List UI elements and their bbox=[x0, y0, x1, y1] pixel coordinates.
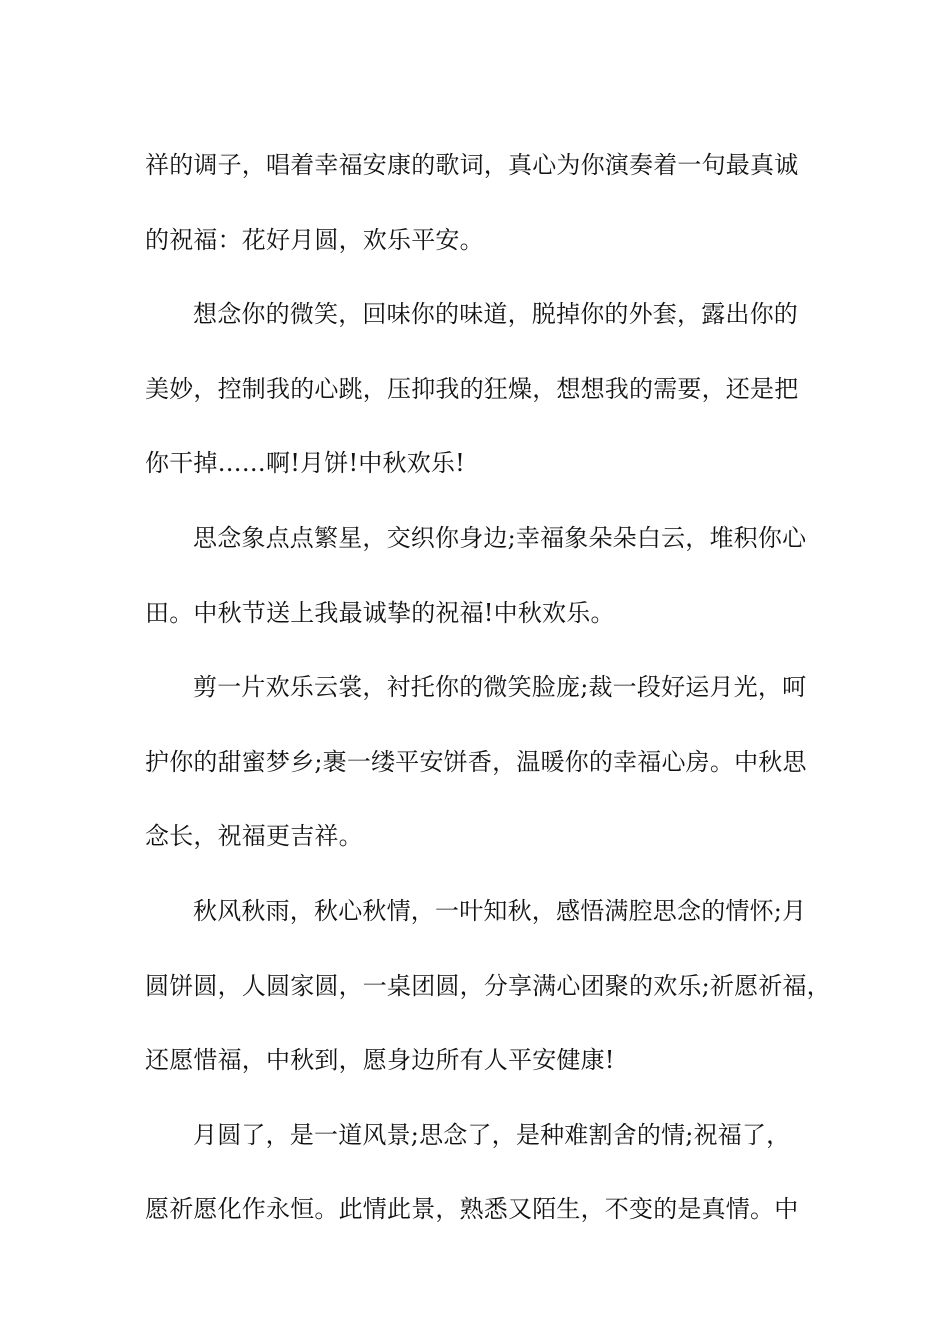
text-line-9: 护你的甜蜜梦乡;裹一缕平安饼香，温暖你的幸福心房。中秋思 bbox=[145, 747, 807, 776]
text-line-1: 祥的调子，唱着幸福安康的歌词，真心为你演奏着一句最真诚 bbox=[145, 151, 799, 179]
text-line-8: 剪一片欢乐云裳，衬托你的微笑脸庞;裁一段好运月光，呵 bbox=[193, 673, 807, 702]
text-line-2: 的祝福：花好月圆，欢乐平安。 bbox=[145, 225, 484, 254]
text-line-5: 你干掉……啊!月饼!中秋欢乐! bbox=[145, 449, 465, 478]
text-line-6: 思念象点点繁星，交织你身边;幸福象朵朵白云，堆积你心 bbox=[193, 523, 807, 552]
text-line-7: 田。中秋节送上我最诚挚的祝福!中秋欢乐。 bbox=[145, 598, 615, 627]
text-line-12: 圆饼圆，人圆家圆，一桌团圆，分享满心团聚的欢乐;祈愿祈福， bbox=[145, 971, 831, 1000]
text-line-3: 想念你的微笑，回味你的味道，脱掉你的外套，露出你的 bbox=[193, 300, 798, 329]
text-line-15: 愿祈愿化作永恒。此情此景，熟悉又陌生，不变的是真情。中 bbox=[145, 1195, 799, 1224]
text-line-11: 秋风秋雨，秋心秋情，一叶知秋，感悟满腔思念的情怀;月 bbox=[193, 896, 807, 925]
document-body bbox=[145, 128, 831, 1247]
text-line-13: 还愿惜福，中秋到，愿身边所有人平安健康! bbox=[145, 1046, 615, 1075]
text-line-14: 月圆了，是一道风景;思念了，是种难割舍的情;祝福了， bbox=[193, 1120, 791, 1149]
text-line-4: 美妙，控制我的心跳，压抑我的狂燥，想想我的需要，还是把 bbox=[145, 374, 799, 403]
text-line-10: 念长，祝福更吉祥。 bbox=[145, 822, 363, 851]
